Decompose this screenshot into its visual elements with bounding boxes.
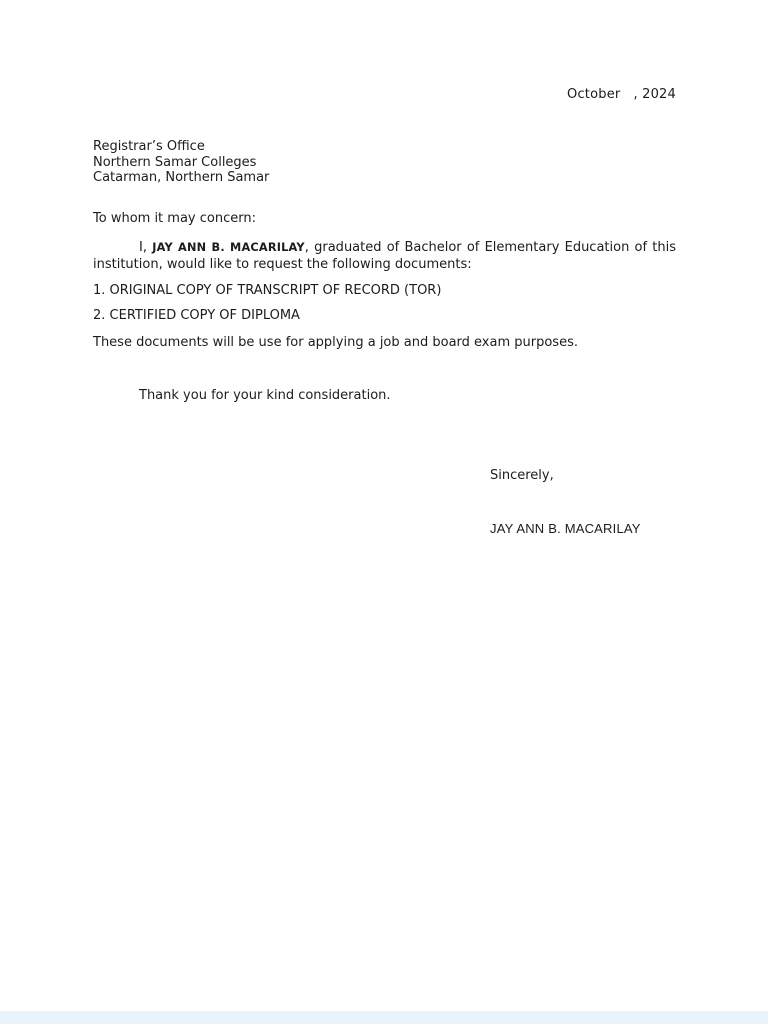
signature-name: JAY ANN B. MACARILAY — [490, 521, 641, 536]
purpose-statement: These documents will be use for applying a job and board exam purposes. — [93, 335, 578, 350]
request-item-tor: 1. ORIGINAL COPY OF TRANSCRIPT OF RECORD (TOR) — [93, 283, 442, 298]
letter-date: October , 2024 — [567, 87, 676, 102]
request-item-diploma: 2. CERTIFIED COPY OF DIPLOMA — [93, 308, 300, 323]
recipient-address — [93, 139, 269, 186]
body-intro-prefix: I, — [139, 240, 153, 255]
recipient-institution: Northern Samar Colleges — [93, 154, 257, 170]
salutation: To whom it may concern: — [93, 211, 256, 226]
thanks-statement: Thank you for your kind consideration. — [139, 388, 391, 403]
body-paragraph — [93, 239, 676, 274]
requester-name-inline: JAY ANN B. MACARILAY — [152, 241, 305, 254]
recipient-location: Catarman, Northern Samar — [93, 170, 270, 185]
valediction: Sincerely, — [490, 468, 554, 483]
body-intro-suffix: , graduated of Bachelor of Elementary Education of this institution, would like to request the following documents: — [93, 240, 676, 273]
recipient-office: Registrar’s Office — [93, 139, 205, 154]
page-bottom-accent-bar — [0, 1011, 768, 1024]
